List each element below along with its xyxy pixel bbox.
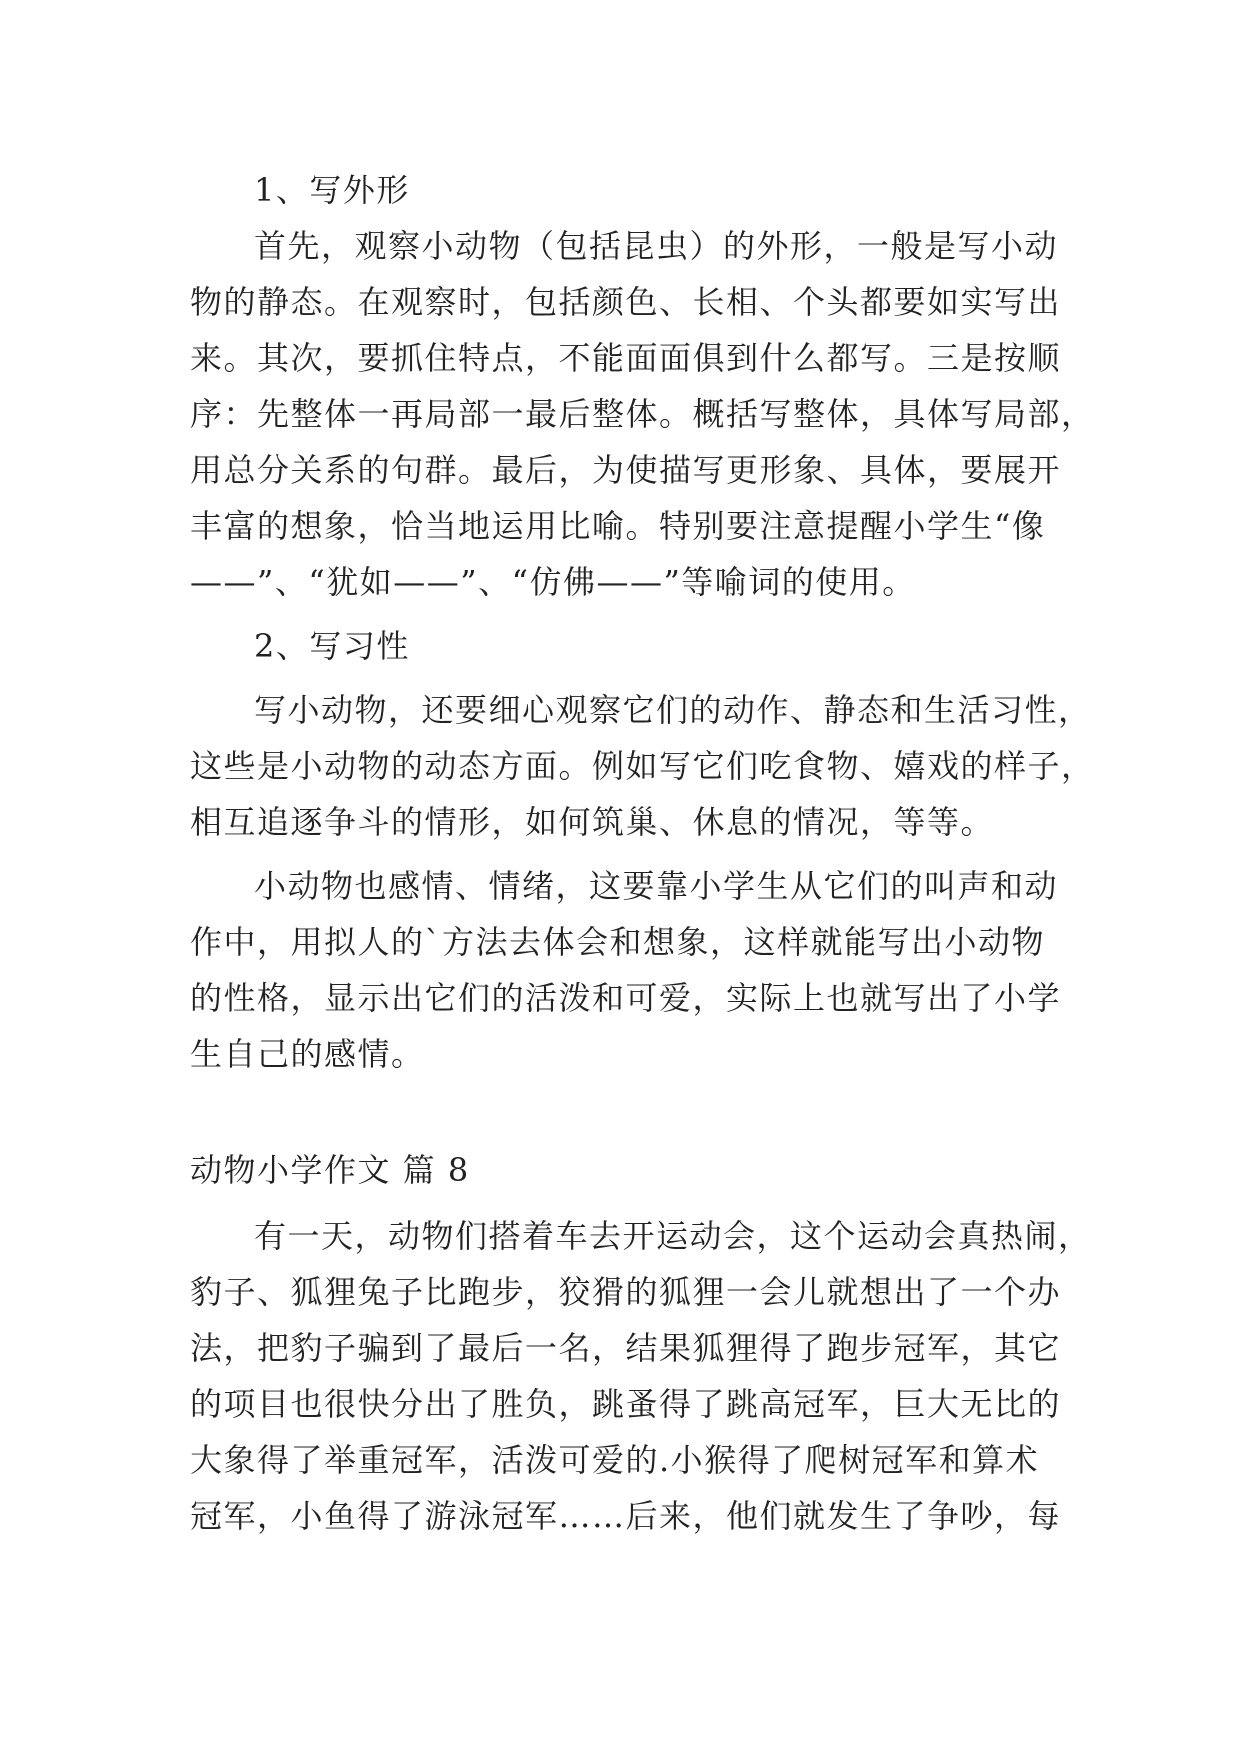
paragraph-line: 法，把豹子骗到了最后一名，结果狐狸得了跑步冠军，其它 <box>190 1329 1062 1367</box>
paragraph-line: 物的静态。在观察时，包括颜色、长相、个头都要如实写出 <box>190 283 1062 321</box>
paragraph-line: 生自己的感情。 <box>190 1035 425 1073</box>
paragraph-line: 相互追逐争斗的情形，如何筑巢、休息的情况，等等。 <box>190 803 995 841</box>
paragraph-line: ——”、“犹如——”、“仿佛——”等喻词的使用。 <box>190 563 916 601</box>
paragraph-line: 丰富的想象，恰当地运用比喻。特别要注意提醒小学生“像 <box>190 507 1046 545</box>
paragraph-line: 冠军，小鱼得了游泳冠军……后来，他们就发生了争吵，每 <box>190 1497 1062 1535</box>
paragraph-line: 大象得了举重冠军，活泼可爱的.小猴得了爬树冠军和算术 <box>190 1441 1040 1479</box>
paragraph-line: 豹子、狐狸兔子比跑步，狡猾的狐狸一会儿就想出了一个办 <box>190 1273 1062 1311</box>
paragraph-line: 首先，观察小动物（包括昆虫）的外形，一般是写小动 <box>254 227 1059 265</box>
paragraph-line: 写小动物，还要细心观察它们的动作、静态和生活习性， <box>254 691 1092 729</box>
paragraph-line: 有一天，动物们搭着车去开运动会，这个运动会真热闹， <box>254 1217 1092 1255</box>
paragraph-line: 的项目也很快分出了胜负，跳蚤得了跳高冠军，巨大无比的 <box>190 1385 1062 1423</box>
paragraph-line: 小动物也感情、情绪，这要靠小学生从它们的叫声和动 <box>254 867 1059 905</box>
paragraph-line: 的性格，显示出它们的活泼和可爱，实际上也就写出了小学 <box>190 979 1062 1017</box>
paragraph-line: 序：先整体一再局部一最后整体。概括写整体，具体写局部， <box>190 395 1095 433</box>
section-heading-habits: 2、写习性 <box>254 627 410 665</box>
section-heading-appearance: 1、写外形 <box>254 171 410 209</box>
paragraph-line: 来。其次，要抓住特点，不能面面俱到什么都写。三是按顺 <box>190 339 1062 377</box>
paragraph-line: 作中，用拟人的`方法去体会和想象，这样就能写出小动物 <box>190 923 1046 961</box>
essay-title: 动物小学作文 篇 8 <box>190 1151 470 1189</box>
paragraph-line: 用总分关系的句群。最后，为使描写更形象、具体，要展开 <box>190 451 1062 489</box>
paragraph-line: 这些是小动物的动态方面。例如写它们吃食物、嬉戏的样子， <box>190 747 1095 785</box>
